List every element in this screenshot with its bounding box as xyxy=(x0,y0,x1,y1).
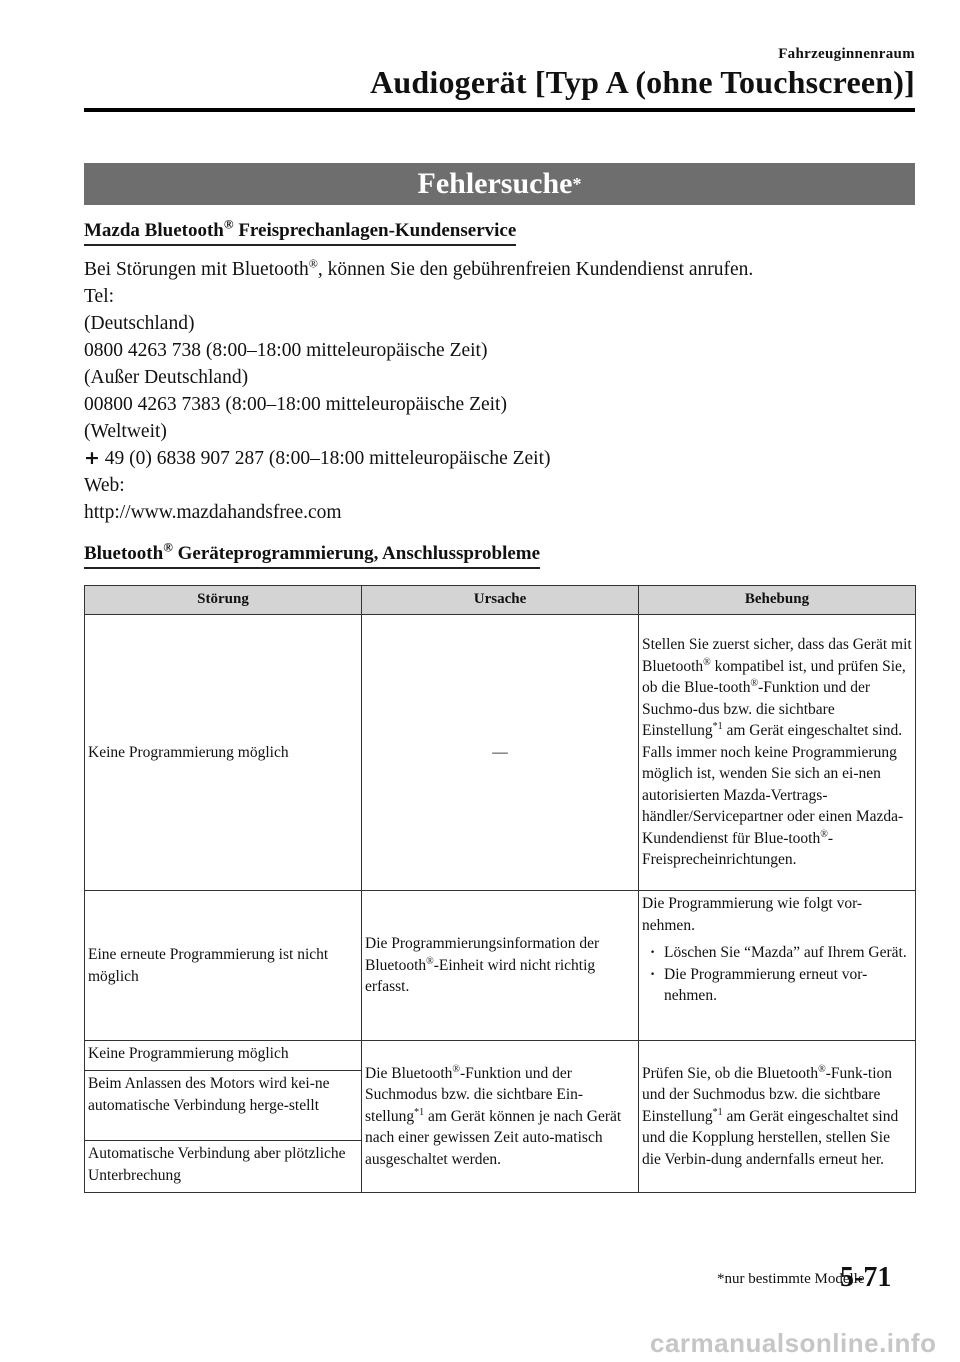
germany-label: (Deutschland) xyxy=(84,313,195,334)
support-contact-block xyxy=(84,256,753,526)
problem-cell: Keine Programmierung möglich xyxy=(85,615,362,891)
pairing-heading-pre: Bluetooth xyxy=(84,543,164,564)
web-label: Web: xyxy=(84,475,125,496)
section-label: Fahrzeuginnenraum xyxy=(778,46,915,62)
world-number: + 49 (0) 6838 907 287 (8:00–18:00 mitteleuropäische Zeit) xyxy=(84,447,551,469)
support-heading-pre: Mazda Bluetooth xyxy=(84,220,224,241)
list-item: · Löschen Sie “Mazda” auf Ihrem Gerät. xyxy=(664,942,912,964)
tel-label: Tel: xyxy=(84,286,115,307)
list-item: · Die Programmierung erneut vor-nehmen. xyxy=(664,964,912,1007)
world-label: (Weltweit) xyxy=(84,421,167,442)
intl-number: 00800 4263 7383 (8:00–18:00 mitteleuropäische Zeit) xyxy=(84,394,507,415)
page-number: 5-71 xyxy=(840,1262,892,1293)
table-row xyxy=(85,1041,916,1071)
fix-cell: Prüfen Sie, ob die Bluetooth®-Funk-tion und der Suchmodus bzw. die sichtbare Einstellung$^{*1}$ am Gerät eingeschaltet sind und die Kopplung herstellen, stellen Sie die Verbin-dung andernfalls erneut her. xyxy=(639,1041,916,1193)
header-rule xyxy=(84,108,915,112)
chapter-title: Audiogerät [Typ A (ohne Touchscreen)] xyxy=(370,64,915,100)
plus-icon: + xyxy=(84,447,100,469)
problem-cell: Eine erneute Programmierung ist nicht möglich xyxy=(85,891,362,1041)
table-header-row xyxy=(85,586,916,615)
header-cause: Ursache xyxy=(362,586,639,615)
troubleshooting-table xyxy=(84,585,916,1193)
cause-cell: — xyxy=(362,615,639,891)
reg-mark: ® xyxy=(223,216,234,232)
problem-cell: Automatische Verbindung aber plötzliche Unterbrechung xyxy=(85,1141,362,1193)
fix-cell xyxy=(639,891,916,1041)
intl-label: (Außer Deutschland) xyxy=(84,367,249,388)
cause-cell: Die Bluetooth®-Funktion und der Suchmodus bzw. die sichtbare Ein-stellung$^{*1}$ am Gerät können je nach Gerät nach einer gewissen Zeit auto-matisch ausgeschaltet werden. xyxy=(362,1041,639,1193)
support-heading-post: Freisprechanlagen-Kundenservice xyxy=(233,220,517,241)
problem-cell: Keine Programmierung möglich xyxy=(85,1041,362,1071)
watermark: carmanualsonline.info xyxy=(650,1328,937,1358)
footnote: *nur bestimmte Modelle xyxy=(717,1271,865,1287)
fix-steps-list xyxy=(642,942,912,1007)
section-banner: Fehlersuche * xyxy=(84,163,915,205)
germany-number: 0800 4263 738 (8:00–18:00 mitteleuropäische Zeit) xyxy=(84,340,488,361)
pairing-heading-post: Geräteprogrammierung, Anschlussprobleme xyxy=(172,543,541,564)
fix-cell: Stellen Sie zuerst sicher, dass das Gerät mit Bluetooth® kompatibel ist, und prüfen Sie, ob die Blue-tooth®-Funktion und der Suchmo-dus bzw. die sichtbare Einstellung$^{*1}$ am Gerät eingeschaltet sind. Falls immer noch keine Programmierung möglich ist, wenden Sie sich an ei-nen autorisierten Mazda-Vertrags-händler/Servicepartner oder einen Mazda-Kundendienst für Blue-tooth®-Freisprecheinrichtungen. xyxy=(639,615,916,891)
reg-mark: ® xyxy=(163,539,173,555)
problem-cell: Beim Anlassen des Motors wird kei-ne automatische Verbindung herge-stellt xyxy=(85,1071,362,1141)
web-url-link[interactable]: http://www.mazdahandsfree.com xyxy=(84,502,342,523)
table-row xyxy=(85,891,916,1041)
support-heading xyxy=(84,216,517,246)
header-fix: Behebung xyxy=(639,586,916,615)
banner-title: Fehlersuche xyxy=(417,167,573,200)
pairing-heading xyxy=(84,539,541,569)
cause-cell: Die Programmierungsinformation der Bluetooth®-Einheit wird nicht richtig erfasst. xyxy=(362,891,639,1041)
support-intro: Bei Störungen mit Bluetooth®, können Sie den gebührenfreien Kundendienst anrufen. xyxy=(84,256,754,280)
table-row xyxy=(85,615,916,891)
header-problem: Störung xyxy=(85,586,362,615)
fix-intro: Die Programmierung wie folgt vor-nehmen. xyxy=(642,895,863,934)
